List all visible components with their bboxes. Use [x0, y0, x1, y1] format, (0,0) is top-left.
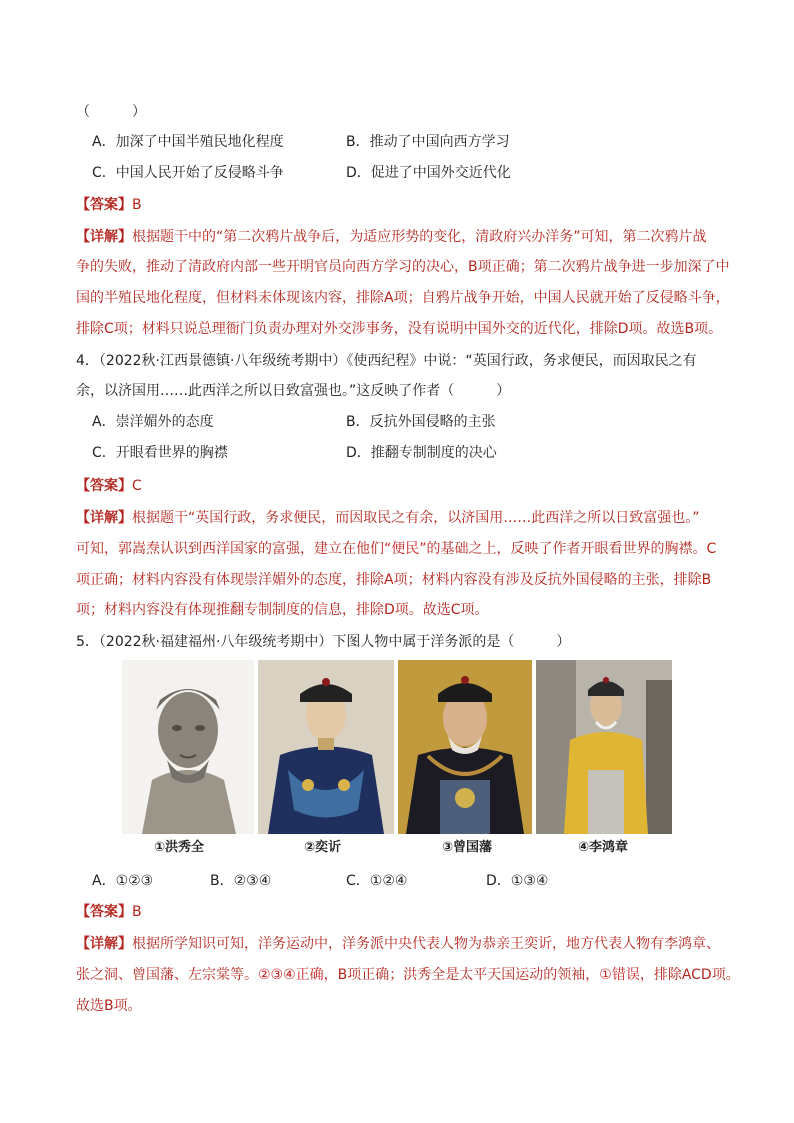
q3-explain-2: 争的失败，推动了清政府内部一些开明官员向西方学习的决心，B项正确；第二次鸦片战争进一步加深了中 — [76, 259, 730, 275]
q3-option-d[interactable]: D．促进了中国外交近代化 — [346, 165, 511, 181]
caption-3: ③曾国藩 — [442, 840, 493, 855]
explain-text: 根据所学知识可知，洋务运动中，洋务派中央代表人物为恭亲王奕䜣，地方代表人物有李鸿章、 — [132, 936, 720, 952]
q5-answer — [76, 902, 142, 922]
q4-option-d[interactable]: D．推翻专制制度的决心 — [346, 445, 497, 461]
q4-stem-1: 4．（2022秋·江西景德镇·八年级统考期中）《使西纪程》中说：“英国行政，务求便民，而因取民之有 — [76, 353, 697, 369]
portrait-2-image — [258, 660, 394, 834]
q4-explain-1 — [76, 508, 700, 528]
q3-option-a[interactable]: A．加深了中国半殖民地化程度 — [92, 134, 284, 150]
answer-value: C — [132, 478, 142, 494]
q4-option-b[interactable]: B．反抗外国侵略的主张 — [346, 414, 496, 430]
q3-explain-3: 国的半殖民地化程度，但材料未体现该内容，排除A项；自鸦片战争开始，中国人民就开始了反侵略斗争， — [76, 290, 730, 306]
highlight-text: ①错误 — [599, 967, 640, 983]
explain-tag: 【详解】 — [76, 936, 132, 952]
q3-explain-4: 排除C项；材料只说总理衙门负责办理对外交涉事务，没有说明中国外交的近代化，排除D项。故选B项。 — [76, 321, 723, 337]
q4-option-c[interactable]: C．开眼看世界的胸襟 — [92, 445, 228, 461]
answer-tag: 【答案】 — [76, 197, 132, 213]
q4-explain-3: 项正确；材料内容没有体现崇洋媚外的态度，排除A项；材料内容没有涉及反抗外国侵略的主张，排除B — [76, 572, 712, 588]
q4-explain-4: 项；材料内容没有体现推翻专制制度的信息，排除D项。故选C项。 — [76, 602, 489, 618]
q5-explain-3: 故选B项。 — [76, 998, 142, 1014]
q3-answer — [76, 195, 142, 215]
caption-4: ④李鸿章 — [578, 840, 629, 855]
answer-value: B — [132, 904, 142, 920]
q3-option-c[interactable]: C．中国人民开始了反侵略斗争 — [92, 165, 284, 181]
explain-text: ，排除ACD项。 — [639, 967, 740, 983]
explain-tag: 【详解】 — [76, 510, 132, 526]
q4-stem-2: 余，以济国用……此西洋之所以日致富强也。”这反映了作者（ ） — [76, 383, 511, 399]
answer-value: B — [132, 197, 142, 213]
answer-tag: 【答案】 — [76, 478, 132, 494]
caption-2: ②奕䜣 — [304, 840, 342, 855]
explain-text: 可知，郭嵩焘认识到西洋国家的富强，建立在他们 — [76, 541, 384, 557]
q4-answer — [76, 476, 142, 496]
portrait-strip — [122, 660, 672, 834]
q3-option-b[interactable]: B．推动了中国向西方学习 — [346, 134, 510, 150]
portrait-3-image — [398, 660, 532, 834]
q5-option-a[interactable]: A．①②③ — [92, 873, 154, 889]
q5-explain-2 — [76, 965, 740, 985]
highlight-text: “便民” — [384, 541, 427, 557]
q4-explain-2 — [76, 539, 716, 559]
q4-option-a[interactable]: A．崇洋媚外的态度 — [92, 414, 214, 430]
q5-option-b[interactable]: B．②③④ — [210, 873, 272, 889]
q5-option-c[interactable]: C．①②④ — [346, 873, 408, 889]
explain-tag: 【详解】 — [76, 229, 132, 245]
q3-explain-1 — [76, 227, 707, 247]
portrait-1-image — [122, 660, 254, 834]
explain-text: ，B项正确；洪秀全是太平天国运动的领袖， — [323, 967, 600, 983]
portrait-4-image — [536, 660, 672, 834]
q5-option-d[interactable]: D．①③④ — [486, 873, 549, 889]
explain-text: 的基础之上，反映了作者开眼看世界的胸襟。C — [426, 541, 717, 557]
q5-stem: 5．（2022秋·福建福州·八年级统考期中）下图人物中属于洋务派的是（ ） — [76, 634, 571, 650]
explain-text: 根据题干“英国行政，务求便民，而因取民之有余，以济国用……此西洋之所以日致富强也。” — [132, 510, 700, 526]
q5-explain-1 — [76, 934, 720, 954]
explain-text: 张之洞、曾国藩、左宗棠等。 — [76, 967, 258, 983]
answer-tag: 【答案】 — [76, 904, 132, 920]
q3-bracket: （ ） — [76, 104, 146, 120]
explain-text: 根据题干中的“第二次鸦片战争后，为适应形势的变化，清政府兴办洋务”可知，第二次鸦片战 — [132, 229, 707, 245]
highlight-text: ②③④正确 — [258, 967, 324, 983]
caption-1: ①洪秀全 — [154, 840, 205, 855]
